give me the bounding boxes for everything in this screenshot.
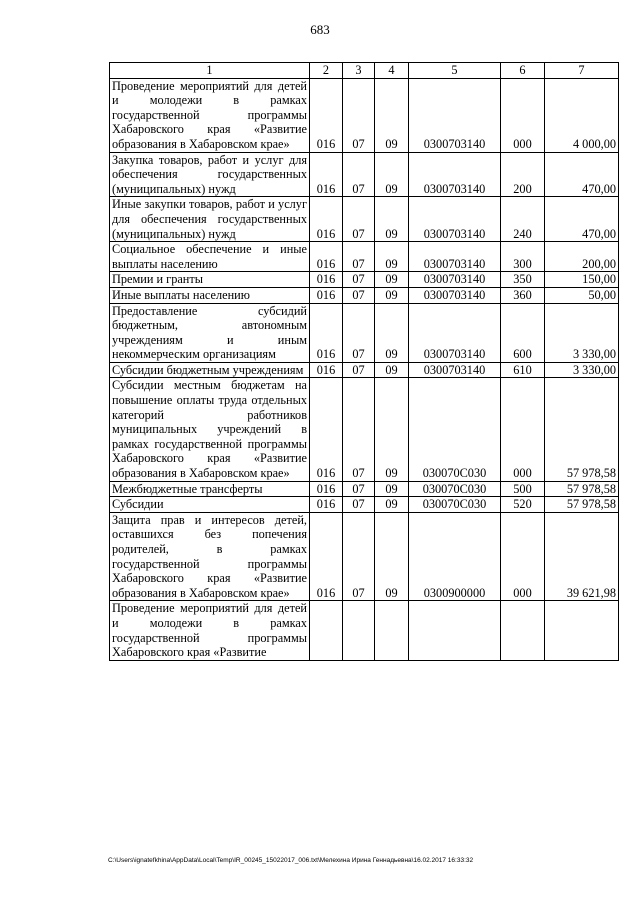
- target-article-cell: 0300900000: [409, 512, 501, 601]
- col-header-2: 2: [310, 63, 343, 79]
- amount-cell: 3 330,00: [545, 362, 619, 378]
- subsection-cell: 09: [375, 378, 409, 481]
- section-cell: 07: [343, 78, 375, 152]
- target-article-cell: 0300703140: [409, 78, 501, 152]
- table-row: [110, 197, 619, 242]
- row-name-cell: Иные закупки товаров, работ и услуг для обеспечения государственных (муниципальных) нужд: [110, 197, 310, 242]
- subsection-cell: 09: [375, 287, 409, 303]
- amount-cell: 4 000,00: [545, 78, 619, 152]
- subsection-cell: 09: [375, 197, 409, 242]
- target-article-cell: 0300703140: [409, 197, 501, 242]
- table-row: [110, 601, 619, 660]
- section-cell: [343, 601, 375, 660]
- col-header-4: 4: [375, 63, 409, 79]
- target-article-cell: 030070С030: [409, 481, 501, 497]
- col-header-5: 5: [409, 63, 501, 79]
- subsection-cell: 09: [375, 512, 409, 601]
- section-cell: 07: [343, 303, 375, 362]
- expense-type-cell: 350: [501, 272, 545, 288]
- row-name-cell: Предоставление субсидий бюджетным, автономным учреждениям и иным некоммерческим организациям: [110, 303, 310, 362]
- expense-type-cell: 610: [501, 362, 545, 378]
- subsection-cell: 09: [375, 497, 409, 513]
- expense-type-cell: 500: [501, 481, 545, 497]
- subsection-cell: 09: [375, 303, 409, 362]
- expense-type-cell: 360: [501, 287, 545, 303]
- col-header-1: 1: [110, 63, 310, 79]
- table-row: [110, 152, 619, 197]
- expense-type-cell: 300: [501, 242, 545, 272]
- col-header-6: 6: [501, 63, 545, 79]
- row-name-cell: Субсидии: [110, 497, 310, 513]
- subsection-cell: 09: [375, 272, 409, 288]
- ministry-code-cell: 016: [310, 287, 343, 303]
- expense-type-cell: 520: [501, 497, 545, 513]
- section-cell: 07: [343, 287, 375, 303]
- ministry-code-cell: 016: [310, 242, 343, 272]
- amount-cell: [545, 601, 619, 660]
- target-article-cell: 030070С030: [409, 497, 501, 513]
- section-cell: 07: [343, 272, 375, 288]
- row-name-cell: Субсидии бюджетным учреждениям: [110, 362, 310, 378]
- table-row: [110, 362, 619, 378]
- section-cell: 07: [343, 512, 375, 601]
- row-name-cell: Иные выплаты населению: [110, 287, 310, 303]
- target-article-cell: 0300703140: [409, 287, 501, 303]
- row-name-cell: Социальное обеспечение и иные выплаты населению: [110, 242, 310, 272]
- expense-type-cell: 000: [501, 512, 545, 601]
- section-cell: 07: [343, 197, 375, 242]
- page-number: 683: [310, 22, 330, 37]
- ministry-code-cell: 016: [310, 481, 343, 497]
- expense-type-cell: 240: [501, 197, 545, 242]
- row-name-cell: Проведение мероприятий для детей и молодежи в рамках государственной программы Хабаровского края «Развитие образования в Хабаровском крае»: [110, 78, 310, 152]
- ministry-code-cell: 016: [310, 152, 343, 197]
- table-row: [110, 512, 619, 601]
- expense-type-cell: [501, 601, 545, 660]
- table-row: [110, 378, 619, 481]
- ministry-code-cell: 016: [310, 303, 343, 362]
- table-row: [110, 78, 619, 152]
- table-row: [110, 481, 619, 497]
- target-article-cell: 0300703140: [409, 303, 501, 362]
- section-cell: 07: [343, 497, 375, 513]
- subsection-cell: 09: [375, 481, 409, 497]
- ministry-code-cell: 016: [310, 362, 343, 378]
- table-row: [110, 272, 619, 288]
- expense-type-cell: 000: [501, 378, 545, 481]
- amount-cell: 470,00: [545, 197, 619, 242]
- col-header-7: 7: [545, 63, 619, 79]
- ministry-code-cell: 016: [310, 497, 343, 513]
- subsection-cell: 09: [375, 362, 409, 378]
- amount-cell: 470,00: [545, 152, 619, 197]
- table-row: [110, 303, 619, 362]
- ministry-code-cell: 016: [310, 78, 343, 152]
- target-article-cell: 030070С030: [409, 378, 501, 481]
- section-cell: 07: [343, 481, 375, 497]
- amount-cell: 150,00: [545, 272, 619, 288]
- budget-table: [109, 62, 619, 661]
- target-article-cell: 0300703140: [409, 272, 501, 288]
- row-name-cell: Межбюджетные трансферты: [110, 481, 310, 497]
- subsection-cell: 09: [375, 242, 409, 272]
- row-name-cell: Защита прав и интересов детей, оставшихся без попечения родителей, в рамках государственной программы Хабаровского края «Развитие образования в Хабаровском крае»: [110, 512, 310, 601]
- subsection-cell: [375, 601, 409, 660]
- col-header-3: 3: [343, 63, 375, 79]
- subsection-cell: 09: [375, 152, 409, 197]
- ministry-code-cell: 016: [310, 378, 343, 481]
- amount-cell: 39 621,98: [545, 512, 619, 601]
- section-cell: 07: [343, 152, 375, 197]
- ministry-code-cell: 016: [310, 197, 343, 242]
- table-row: [110, 497, 619, 513]
- expense-type-cell: 600: [501, 303, 545, 362]
- row-name-cell: Премии и гранты: [110, 272, 310, 288]
- header-row: [110, 63, 619, 79]
- row-name-cell: Субсидии местным бюджетам на повышение оплаты труда отдельных категорий работников муниципальных учреждений в рамках государственной программы Хабаровского края «Развитие образования в Хабаровском крае»: [110, 378, 310, 481]
- target-article-cell: 0300703140: [409, 362, 501, 378]
- subsection-cell: 09: [375, 78, 409, 152]
- table-row: [110, 287, 619, 303]
- section-cell: 07: [343, 362, 375, 378]
- row-name-cell: Закупка товаров, работ и услуг для обеспечения государственных (муниципальных) нужд: [110, 152, 310, 197]
- amount-cell: 57 978,58: [545, 378, 619, 481]
- section-cell: 07: [343, 378, 375, 481]
- expense-type-cell: 200: [501, 152, 545, 197]
- ministry-code-cell: 016: [310, 272, 343, 288]
- amount-cell: 57 978,58: [545, 481, 619, 497]
- row-name-cell: Проведение мероприятий для детей и молодежи в рамках государственной программы Хабаровского края «Развитие: [110, 601, 310, 660]
- table-row: [110, 242, 619, 272]
- amount-cell: 57 978,58: [545, 497, 619, 513]
- file-path-footer: C:\Users\ignatefkhina\AppData\Local\Temp\IR_00245_15022017_006.txt\Мелехина Ирина Геннадьевна\16.02.2017 16:33:32: [108, 857, 474, 864]
- ministry-code-cell: [310, 601, 343, 660]
- target-article-cell: 0300703140: [409, 152, 501, 197]
- section-cell: 07: [343, 242, 375, 272]
- target-article-cell: [409, 601, 501, 660]
- ministry-code-cell: 016: [310, 512, 343, 601]
- expense-type-cell: 000: [501, 78, 545, 152]
- amount-cell: 50,00: [545, 287, 619, 303]
- target-article-cell: 0300703140: [409, 242, 501, 272]
- amount-cell: 200,00: [545, 242, 619, 272]
- amount-cell: 3 330,00: [545, 303, 619, 362]
